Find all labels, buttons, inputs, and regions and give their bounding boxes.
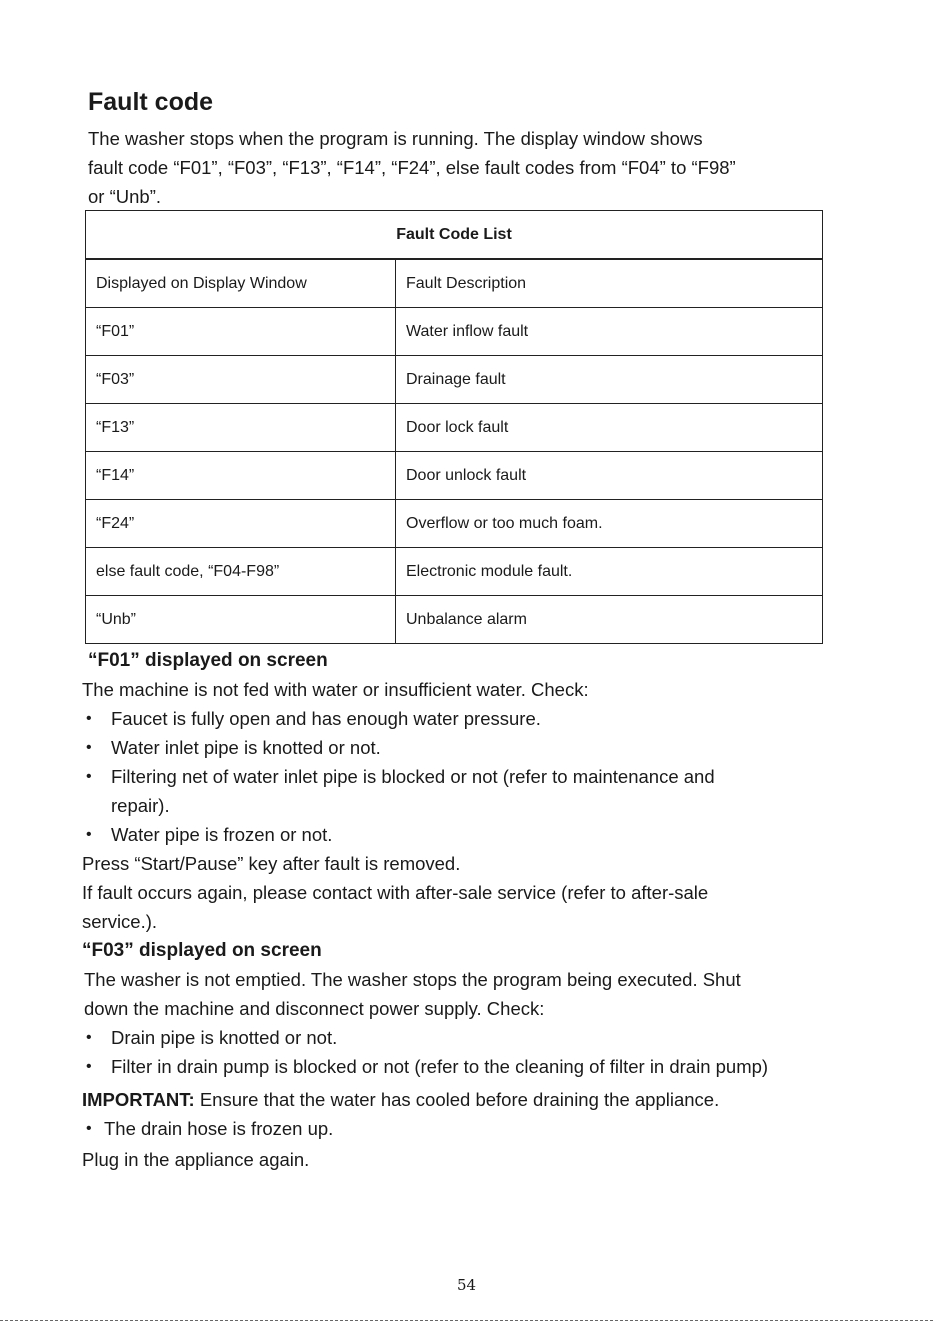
list-item bbox=[82, 820, 852, 849]
fault-description-cell: Door lock fault bbox=[396, 404, 823, 452]
table-row bbox=[86, 404, 823, 452]
list-item bbox=[82, 704, 852, 733]
section-f01-instruction: Press “Start/Pause” key after fault is removed. bbox=[82, 853, 461, 874]
list-item bbox=[82, 1052, 852, 1081]
page-number: 54 bbox=[456, 1276, 477, 1294]
list-item-text: The drain hose is frozen up. bbox=[104, 1118, 334, 1139]
fault-code-cell: “F14” bbox=[86, 452, 396, 500]
intro-line: or “Unb”. bbox=[88, 186, 161, 207]
list-item bbox=[82, 762, 852, 791]
table-caption: Fault Code List bbox=[86, 211, 823, 260]
section-f01 bbox=[82, 646, 852, 936]
fault-description-cell: Unbalance alarm bbox=[396, 596, 823, 644]
fault-description-cell: Electronic module fault. bbox=[396, 548, 823, 596]
fault-code-cell: “F01” bbox=[86, 308, 396, 356]
list-item-text: Water inlet pipe is knotted or not. bbox=[111, 737, 381, 758]
section-f03-lead: The washer is not emptied. The washer stops the program being executed. Shut bbox=[84, 969, 741, 990]
list-item-text: Water pipe is frozen or not. bbox=[111, 824, 333, 845]
section-f01-instruction: service.). bbox=[82, 911, 158, 932]
fault-description-cell: Overflow or too much foam. bbox=[396, 500, 823, 548]
list-item-text: repair). bbox=[111, 795, 170, 816]
table-row bbox=[86, 548, 823, 596]
table-row bbox=[86, 308, 823, 356]
column-header-description: Fault Description bbox=[396, 259, 823, 308]
section-f03 bbox=[82, 936, 852, 1174]
section-f03-lead: down the machine and disconnect power supply. Check: bbox=[84, 998, 545, 1019]
column-header-display: Displayed on Display Window bbox=[86, 259, 396, 308]
fault-description-cell: Door unlock fault bbox=[396, 452, 823, 500]
important-label: IMPORTANT: bbox=[82, 1089, 195, 1110]
bullet-icon: • bbox=[86, 710, 92, 727]
closing-instruction: Plug in the appliance again. bbox=[82, 1149, 310, 1170]
section-f01-instruction: If fault occurs again, please contact with after-sale service (refer to after-sale bbox=[82, 882, 709, 903]
footer-divider bbox=[0, 1320, 933, 1321]
intro-paragraph bbox=[88, 124, 848, 211]
fault-code-cell: else fault code, “F04-F98” bbox=[86, 548, 396, 596]
list-item bbox=[82, 1114, 852, 1143]
bullet-icon: • bbox=[86, 1029, 92, 1046]
bullet-icon: • bbox=[86, 1120, 92, 1137]
list-item bbox=[82, 1023, 852, 1052]
section-f01-title: “F01” displayed on screen bbox=[88, 650, 328, 671]
bullet-icon: • bbox=[86, 739, 92, 756]
list-item-text: Faucet is fully open and has enough water pressure. bbox=[111, 708, 541, 729]
bullet-icon: • bbox=[86, 1058, 92, 1075]
fault-code-cell: “F24” bbox=[86, 500, 396, 548]
intro-line: fault code “F01”, “F03”, “F13”, “F14”, “F24”, else fault codes from “F04” to “F98” bbox=[88, 157, 736, 178]
fault-description-cell: Water inflow fault bbox=[396, 308, 823, 356]
fault-code-cell: “F13” bbox=[86, 404, 396, 452]
table-caption-row bbox=[86, 211, 823, 260]
intro-line: The washer stops when the program is running. The display window shows bbox=[88, 128, 703, 149]
important-note bbox=[82, 1085, 852, 1114]
fault-code-cell: “Unb” bbox=[86, 596, 396, 644]
fault-code-cell: “F03” bbox=[86, 356, 396, 404]
fault-description-cell: Drainage fault bbox=[396, 356, 823, 404]
table-row bbox=[86, 452, 823, 500]
fault-code-table bbox=[85, 210, 823, 644]
bullet-icon: • bbox=[86, 768, 92, 785]
table-row bbox=[86, 596, 823, 644]
page-title: Fault code bbox=[88, 88, 214, 116]
list-item-text: Drain pipe is knotted or not. bbox=[111, 1027, 338, 1048]
section-f03-title: “F03” displayed on screen bbox=[82, 940, 322, 961]
table-header-row bbox=[86, 259, 823, 308]
bullet-icon: • bbox=[86, 826, 92, 843]
list-item-continuation bbox=[82, 791, 852, 820]
table-row bbox=[86, 500, 823, 548]
important-text: Ensure that the water has cooled before draining the appliance. bbox=[194, 1089, 720, 1110]
list-item-text: Filtering net of water inlet pipe is blocked or not (refer to maintenance and bbox=[111, 766, 715, 787]
table-row bbox=[86, 356, 823, 404]
list-item-text: Filter in drain pump is blocked or not (refer to the cleaning of filter in drain pump) bbox=[111, 1056, 769, 1077]
section-f01-lead: The machine is not fed with water or insufficient water. Check: bbox=[82, 679, 589, 700]
list-item bbox=[82, 733, 852, 762]
